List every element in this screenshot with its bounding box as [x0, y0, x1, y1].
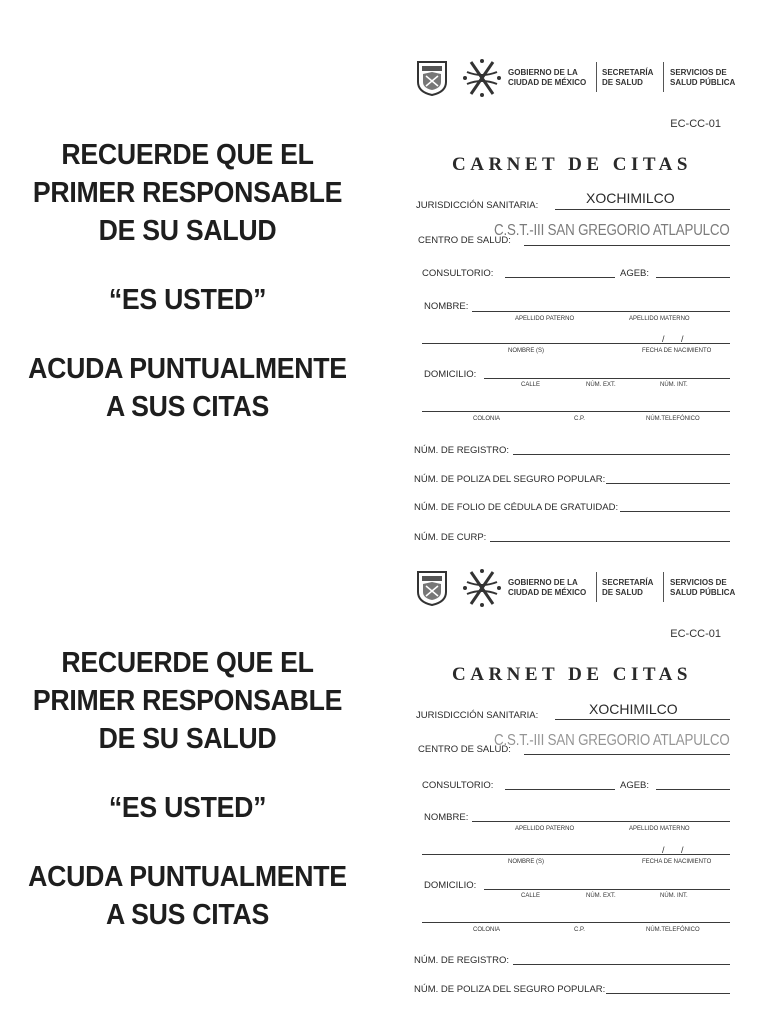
secretaria-label: SECRETARÍA DE SALUD [602, 578, 654, 597]
centro-stamp: C.S.T.-III SAN GREGORIO ATLAPULCO [494, 732, 730, 749]
coat-of-arms-icon [416, 60, 448, 96]
registro-label: NÚM. DE REGISTRO: [414, 955, 510, 966]
colonia-caption: COLONIA [473, 416, 501, 422]
folio-label: NÚM. DE FOLIO DE CÉDULA DE GRATUIDAD: [414, 502, 619, 513]
num-ext-caption: NÚM. EXT. [586, 893, 616, 899]
poliza-label: NÚM. DE POLIZA DEL SEGURO POPULAR: [414, 984, 606, 995]
reminder-line: A SUS CITAS [105, 899, 269, 931]
calle-caption: CALLE [521, 382, 541, 388]
apellido-materno-caption: APELLIDO MATERNO [629, 316, 690, 322]
form-code: EC-CC-01 [670, 628, 721, 640]
jurisdiccion-value: XOCHIMILCO [586, 190, 675, 206]
ageb-label: AGEB: [620, 268, 650, 279]
cdmx-logo-icon [463, 568, 501, 608]
reminder-line: ACUDA PUNTUALMENTE [28, 861, 347, 893]
nombre-label: NOMBRE: [424, 812, 469, 823]
telefono-caption: NÚM.TELEFÓNICO [646, 416, 700, 422]
form-title: CARNET DE CITAS [452, 154, 692, 175]
apellido-materno-caption: APELLIDO MATERNO [629, 826, 690, 832]
form-title: CARNET DE CITAS [452, 664, 692, 685]
coat-of-arms-icon [416, 570, 448, 606]
domicilio-label: DOMICILIO: [424, 880, 477, 891]
reminder-line: ACUDA PUNTUALMENTE [28, 353, 347, 385]
nombres-caption: NOMBRE (S) [508, 348, 544, 354]
gobierno-label: GOBIERNO DE LA CIUDAD DE MÉXICO [508, 68, 587, 87]
reminder-line: RECUERDE QUE EL [61, 647, 314, 679]
jurisdiccion-label: JURISDICCIÓN SANITARIA: [416, 200, 539, 211]
centro-stamp: C.S.T.-III SAN GREGORIO ATLAPULCO [494, 222, 730, 239]
reminder-text [24, 644, 351, 965]
reminder-line: A SUS CITAS [105, 391, 269, 423]
apellido-paterno-caption: APELLIDO PATERNO [515, 826, 575, 832]
curp-label: NÚM. DE CURP: [414, 532, 487, 543]
reminder-text [24, 136, 351, 457]
servicios-label: SERVICIOS DE SALUD PÚBLICA [670, 578, 736, 597]
poliza-label: NÚM. DE POLIZA DEL SEGURO POPULAR: [414, 474, 606, 485]
appointment-card-bottom [0, 510, 768, 1022]
telefono-caption: NÚM.TELEFÓNICO [646, 927, 700, 933]
servicios-label: SERVICIOS DE SALUD PÚBLICA [670, 68, 736, 87]
institution-header [416, 566, 736, 612]
centro-label: CENTRO DE SALUD: [418, 235, 511, 246]
cp-caption: C.P. [574, 416, 585, 422]
institution-header [416, 56, 736, 102]
registro-label: NÚM. DE REGISTRO: [414, 445, 510, 456]
jurisdiccion-value: XOCHIMILCO [589, 701, 678, 717]
reminder-line: “ES USTED” [108, 284, 267, 316]
num-int-caption: NÚM. INT. [660, 893, 688, 899]
calle-caption: CALLE [521, 893, 541, 899]
num-ext-caption: NÚM. EXT. [586, 382, 616, 388]
centro-label: CENTRO DE SALUD: [418, 744, 511, 755]
domicilio-label: DOMICILIO: [424, 369, 477, 380]
fecha-nacimiento-caption: FECHA DE NACIMIENTO [642, 348, 712, 354]
fecha-nacimiento-caption: FECHA DE NACIMIENTO [642, 859, 712, 865]
form-card: GOBIERNO DE LA CIUDAD DE MÉXICO SECRETARÍA DE SALUD SERVICIOS DE SALUD PÚBLICA EC-CC-01 CARNET DE CITAS JURISDICCIÓN SANITARIA: XOCHIMILCO CENTRO DE SALUD: C.S.T.-III SAN GREGORIO ATLAPULCO CONSULTORIO: AGEB: NOMBRE: APELLIDO PATERNO APELLIDO MATERNO / / NOMBRE (S) FECHA DE NACIMIENTO DOMICILIO: CALLE NÚM. EXT. NÚM. INT. COLONIA C.P. NÚM.TELEFÓNICO NÚM. DE REGISTRO: NÚM. DE POLIZA DEL SEGURO POPULAR: [410, 510, 735, 1022]
cdmx-logo-icon [463, 58, 501, 98]
ageb-label: AGEB: [620, 780, 650, 791]
nombre-label: NOMBRE: [424, 301, 469, 312]
reminder-line: “ES USTED” [108, 792, 267, 824]
cp-caption: C.P. [574, 927, 585, 933]
apellido-paterno-caption: APELLIDO PATERNO [515, 316, 575, 322]
form-card: GOBIERNO DE LA CIUDAD DE MÉXICO SECRETARÍA DE SALUD SERVICIOS DE SALUD PÚBLICA EC-CC-01 CARNET DE CITAS JURISDICCIÓN SANITARIA: XOCHIMILCO CENTRO DE SALUD: C.S.T.-III SAN GREGORIO ATLAPULCO CONSULTORIO: AGEB: NOMBRE: APELLIDO PATERNO APELLIDO MATERNO / / NOMBRE (S) FECHA DE NACIMIENTO DOMICILIO: CALLE NÚM. EXT. NÚM. INT. COLONIA C.P. NÚM.TELEFÓNICO NÚM. DE REGISTRO: NÚM. DE POLIZA DEL SEGURO POPULAR: NÚM. DE FOLIO DE CÉDULA DE GRATUIDAD: [410, 0, 735, 512]
reminder-line: PRIMER RESPONSABLE [32, 177, 343, 209]
reminder-line: PRIMER RESPONSABLE [32, 685, 343, 717]
reminder-line: DE SU SALUD [98, 723, 277, 755]
colonia-caption: COLONIA [473, 927, 501, 933]
reminder-line: RECUERDE QUE EL [61, 139, 314, 171]
form-code: EC-CC-01 [670, 118, 721, 130]
nombres-caption: NOMBRE (S) [508, 859, 544, 865]
consultorio-label: CONSULTORIO: [422, 268, 494, 279]
reminder-line: DE SU SALUD [98, 215, 277, 247]
gobierno-label: GOBIERNO DE LA CIUDAD DE MÉXICO [508, 578, 587, 597]
secretaria-label: SECRETARÍA DE SALUD [602, 68, 654, 87]
jurisdiccion-label: JURISDICCIÓN SANITARIA: [416, 710, 539, 721]
consultorio-label: CONSULTORIO: [422, 780, 494, 791]
num-int-caption: NÚM. INT. [660, 382, 688, 388]
